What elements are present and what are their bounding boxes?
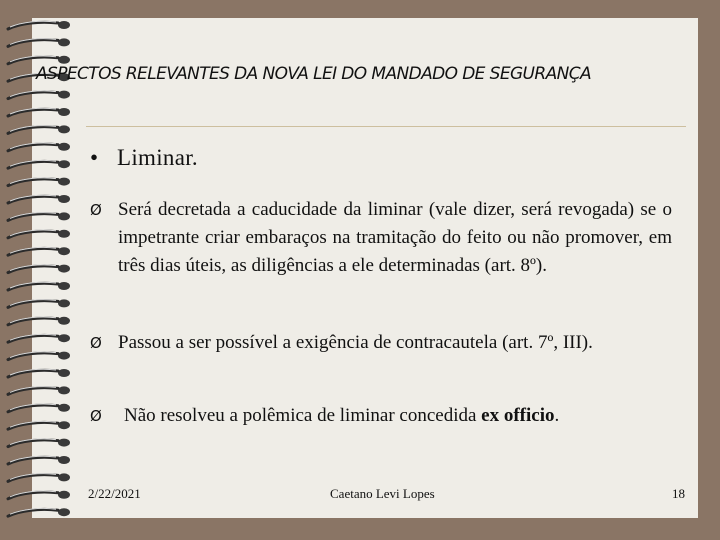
spiral-ring xyxy=(8,439,70,447)
sub-point-3 xyxy=(90,402,672,430)
bullet-heading xyxy=(90,145,198,171)
spiral-ring xyxy=(8,230,70,238)
spiral-ring xyxy=(8,178,70,186)
spiral-ring xyxy=(8,125,70,133)
emphasis-ex-officio: ex officio xyxy=(481,405,555,426)
spiral-ring xyxy=(8,352,70,360)
sub-point-1 xyxy=(90,196,672,280)
spiral-ring xyxy=(8,265,70,273)
sub-point-text-end: . xyxy=(554,405,560,426)
bullet-dot-icon: • xyxy=(90,145,99,170)
spiral-ring xyxy=(8,508,70,516)
spiral-ring xyxy=(8,160,70,168)
slide-title: ASPECTOS RELEVANTES DA NOVA LEI DO MANDADO DE SEGURANÇA xyxy=(36,64,592,84)
spiral-ring xyxy=(8,143,70,151)
spiral-ring xyxy=(8,386,70,394)
sub-point-text xyxy=(124,402,672,430)
spiral-ring xyxy=(8,473,70,481)
spiral-ring xyxy=(8,299,70,307)
spiral-ring xyxy=(8,456,70,464)
spiral-ring xyxy=(8,212,70,220)
spiral-ring xyxy=(8,21,70,29)
spiral-ring xyxy=(8,317,70,325)
footer-author: Caetano Levi Lopes xyxy=(330,486,435,501)
spiral-ring xyxy=(8,491,70,499)
sub-point-text-start: Não resolveu a polêmica de liminar concedida xyxy=(124,405,482,426)
arrow-bullet-icon: Ø xyxy=(90,407,102,425)
heading-text: Liminar. xyxy=(117,145,198,170)
sub-point-text: Será decretada a caducidade da liminar (vale dizer, será revogada) se o impetrante criar embaraços na tramitação do feito ou não promover, em três dias úteis, as diligências a ele determinadas (art. 8º). xyxy=(118,199,672,276)
arrow-bullet-icon: Ø xyxy=(90,201,102,219)
spiral-ring xyxy=(8,247,70,255)
footer-date: 2/22/2021 xyxy=(88,486,141,501)
sub-point-text: Passou a ser possível a exigência de contracautela (art. 7º, III). xyxy=(118,332,593,353)
spiral-ring xyxy=(8,38,70,46)
spiral-ring xyxy=(8,282,70,290)
spiral-ring xyxy=(8,91,70,99)
spiral-ring xyxy=(8,108,70,116)
spiral-ring xyxy=(8,369,70,377)
spiral-ring xyxy=(8,404,70,412)
spiral-ring xyxy=(8,334,70,342)
sub-point-2 xyxy=(90,329,672,357)
arrow-bullet-icon: Ø xyxy=(90,334,102,352)
spiral-ring xyxy=(8,195,70,203)
spiral-ring xyxy=(8,56,70,64)
footer-page-number: 18 xyxy=(672,486,685,501)
spiral-ring xyxy=(8,421,70,429)
title-divider xyxy=(86,126,686,127)
